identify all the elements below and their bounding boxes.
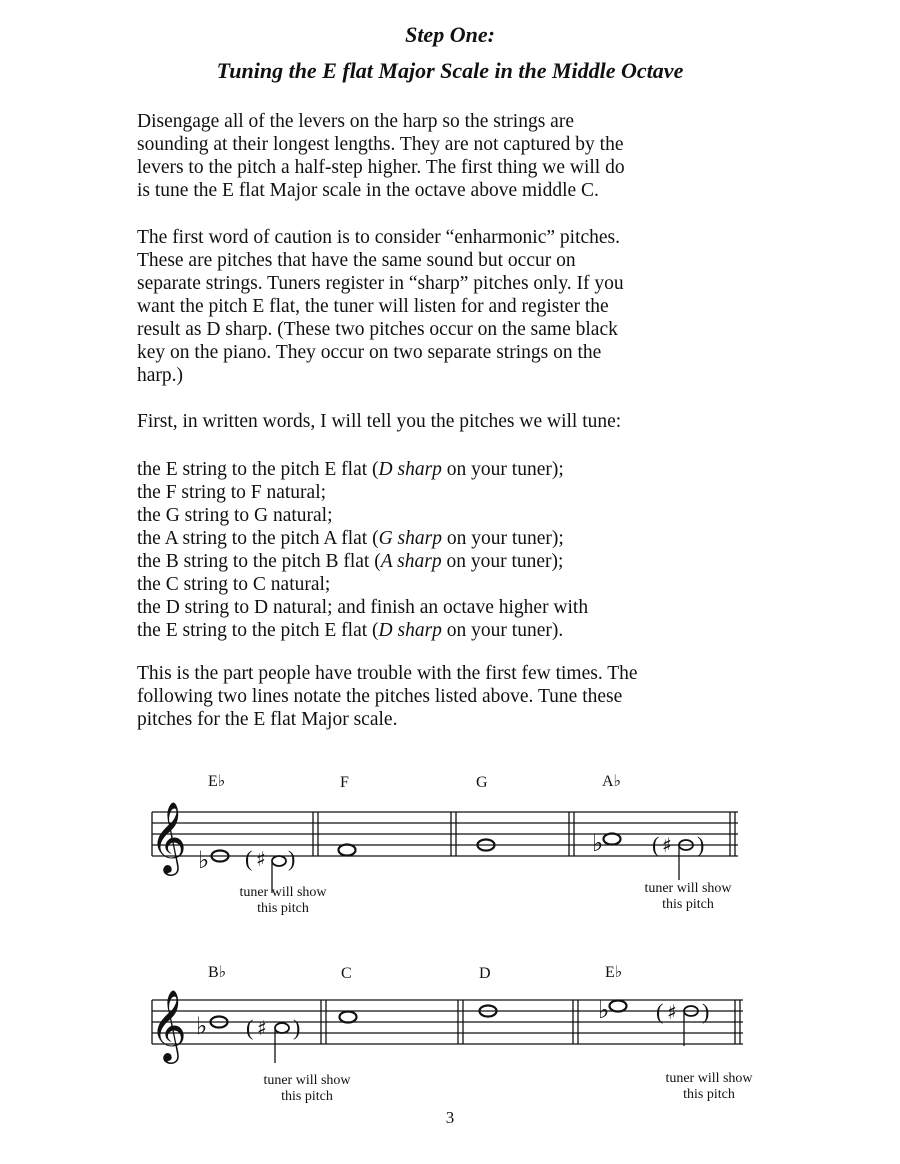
text-line: is tune the E flat Major scale in the octave above middle C. [137,180,599,201]
sharp-icon: ♯ [256,847,266,871]
pitch-list-item: the E string to the pitch E flat (D sharp on your tuner). [137,620,564,641]
flat-icon: ♭ [592,829,604,857]
paren-close-icon: ) [697,832,705,857]
tuner-caption: tuner will show this pitch [263,1073,351,1104]
note-label: D [479,965,491,982]
note-label: E♭ [605,964,623,981]
paren-open-icon: ( [245,846,253,871]
whole-note-icon [211,1017,228,1028]
flat-icon: ♭ [196,1012,208,1040]
half-note-icon [272,856,286,866]
pitch-list-item: the D string to D natural; and finish an octave higher with [137,597,589,618]
paragraph-notation [137,662,777,731]
text-line: sounding at their longest lengths. They are not captured by the [137,134,624,155]
pitch-list-item: the F string to F natural; [137,482,327,503]
text-line: separate strings. Tuners register in “sharp” pitches only. If you [137,273,624,294]
pitch-list-item: the A string to the pitch A flat (G sharp on your tuner); [137,528,564,549]
text-line: These are pitches that have the same sound but occur on [137,250,576,271]
text-line: result as D sharp. (These two pitches occur on the same black [137,319,618,340]
paragraph-enharmonic [137,226,777,387]
flat-icon: ♭ [198,846,210,874]
whole-note-icon [478,840,495,851]
text-line: The first word of caution is to consider “enharmonic” pitches. [137,227,621,248]
paren-open-icon: ( [652,832,660,857]
sharp-icon: ♯ [667,1000,677,1024]
whole-note-icon [610,1001,627,1012]
whole-note-icon [340,1012,357,1023]
note-label: C [341,965,352,982]
text-line: harp.) [137,365,184,386]
paragraph-intro-list: First, in written words, I will tell you the pitches we will tune: [137,411,622,432]
text-line: This is the part people have trouble with the first few times. The [137,663,638,684]
page-number: 3 [445,1108,455,1127]
pitch-list [137,458,777,642]
note-label: F [340,774,349,791]
treble-clef-icon: 𝄞 [150,800,187,873]
paren-close-icon: ) [702,999,710,1024]
text-line: levers to the pitch a half-step higher. The first thing we will do [137,157,625,178]
whole-note-icon [480,1006,497,1017]
flat-icon: ♭ [598,996,610,1024]
whole-note-icon [604,834,621,845]
text-line: want the pitch E flat, the tuner will listen for and register the [137,296,609,317]
pitch-list-item: the B string to the pitch B flat (A sharp on your tuner); [137,551,564,572]
whole-note-icon [339,845,356,856]
half-note-icon [684,1006,698,1016]
text-line: Disengage all of the levers on the harp so the strings are [137,111,574,132]
tuner-caption: tuner will show this pitch [665,1071,753,1102]
note-label: E♭ [208,773,226,790]
sharp-icon: ♯ [257,1016,267,1040]
tuner-caption: tuner will show this pitch [239,885,327,916]
pitch-list-item: the E string to the pitch E flat (D sharp on your tuner); [137,459,564,480]
text-line: following two lines notate the pitches listed above. Tune these [137,686,623,707]
heading-subtitle: Tuning the E flat Major Scale in the Middle Octave [216,58,684,83]
note-label: B♭ [208,964,227,981]
paren-open-icon: ( [246,1015,254,1040]
whole-note-icon [212,851,229,862]
half-note-icon [275,1023,289,1033]
paren-close-icon: ) [288,846,296,871]
text-line: key on the piano. They occur on two separate strings on the [137,342,602,363]
heading-step: Step One: [405,22,495,47]
tuner-caption: tuner will show this pitch [644,881,732,912]
text-line: pitches for the E flat Major scale. [137,709,398,730]
paren-close-icon: ) [293,1015,301,1040]
paren-open-icon: ( [656,999,664,1024]
note-label: A♭ [602,773,622,790]
pitch-list-item: the C string to C natural; [137,574,331,595]
pitch-list-item: the G string to G natural; [137,505,333,526]
sharp-icon: ♯ [662,833,672,857]
paragraph-disengage [137,110,777,202]
treble-clef-icon: 𝄞 [150,988,187,1061]
half-note-icon [679,840,693,850]
note-label: G [476,774,488,791]
